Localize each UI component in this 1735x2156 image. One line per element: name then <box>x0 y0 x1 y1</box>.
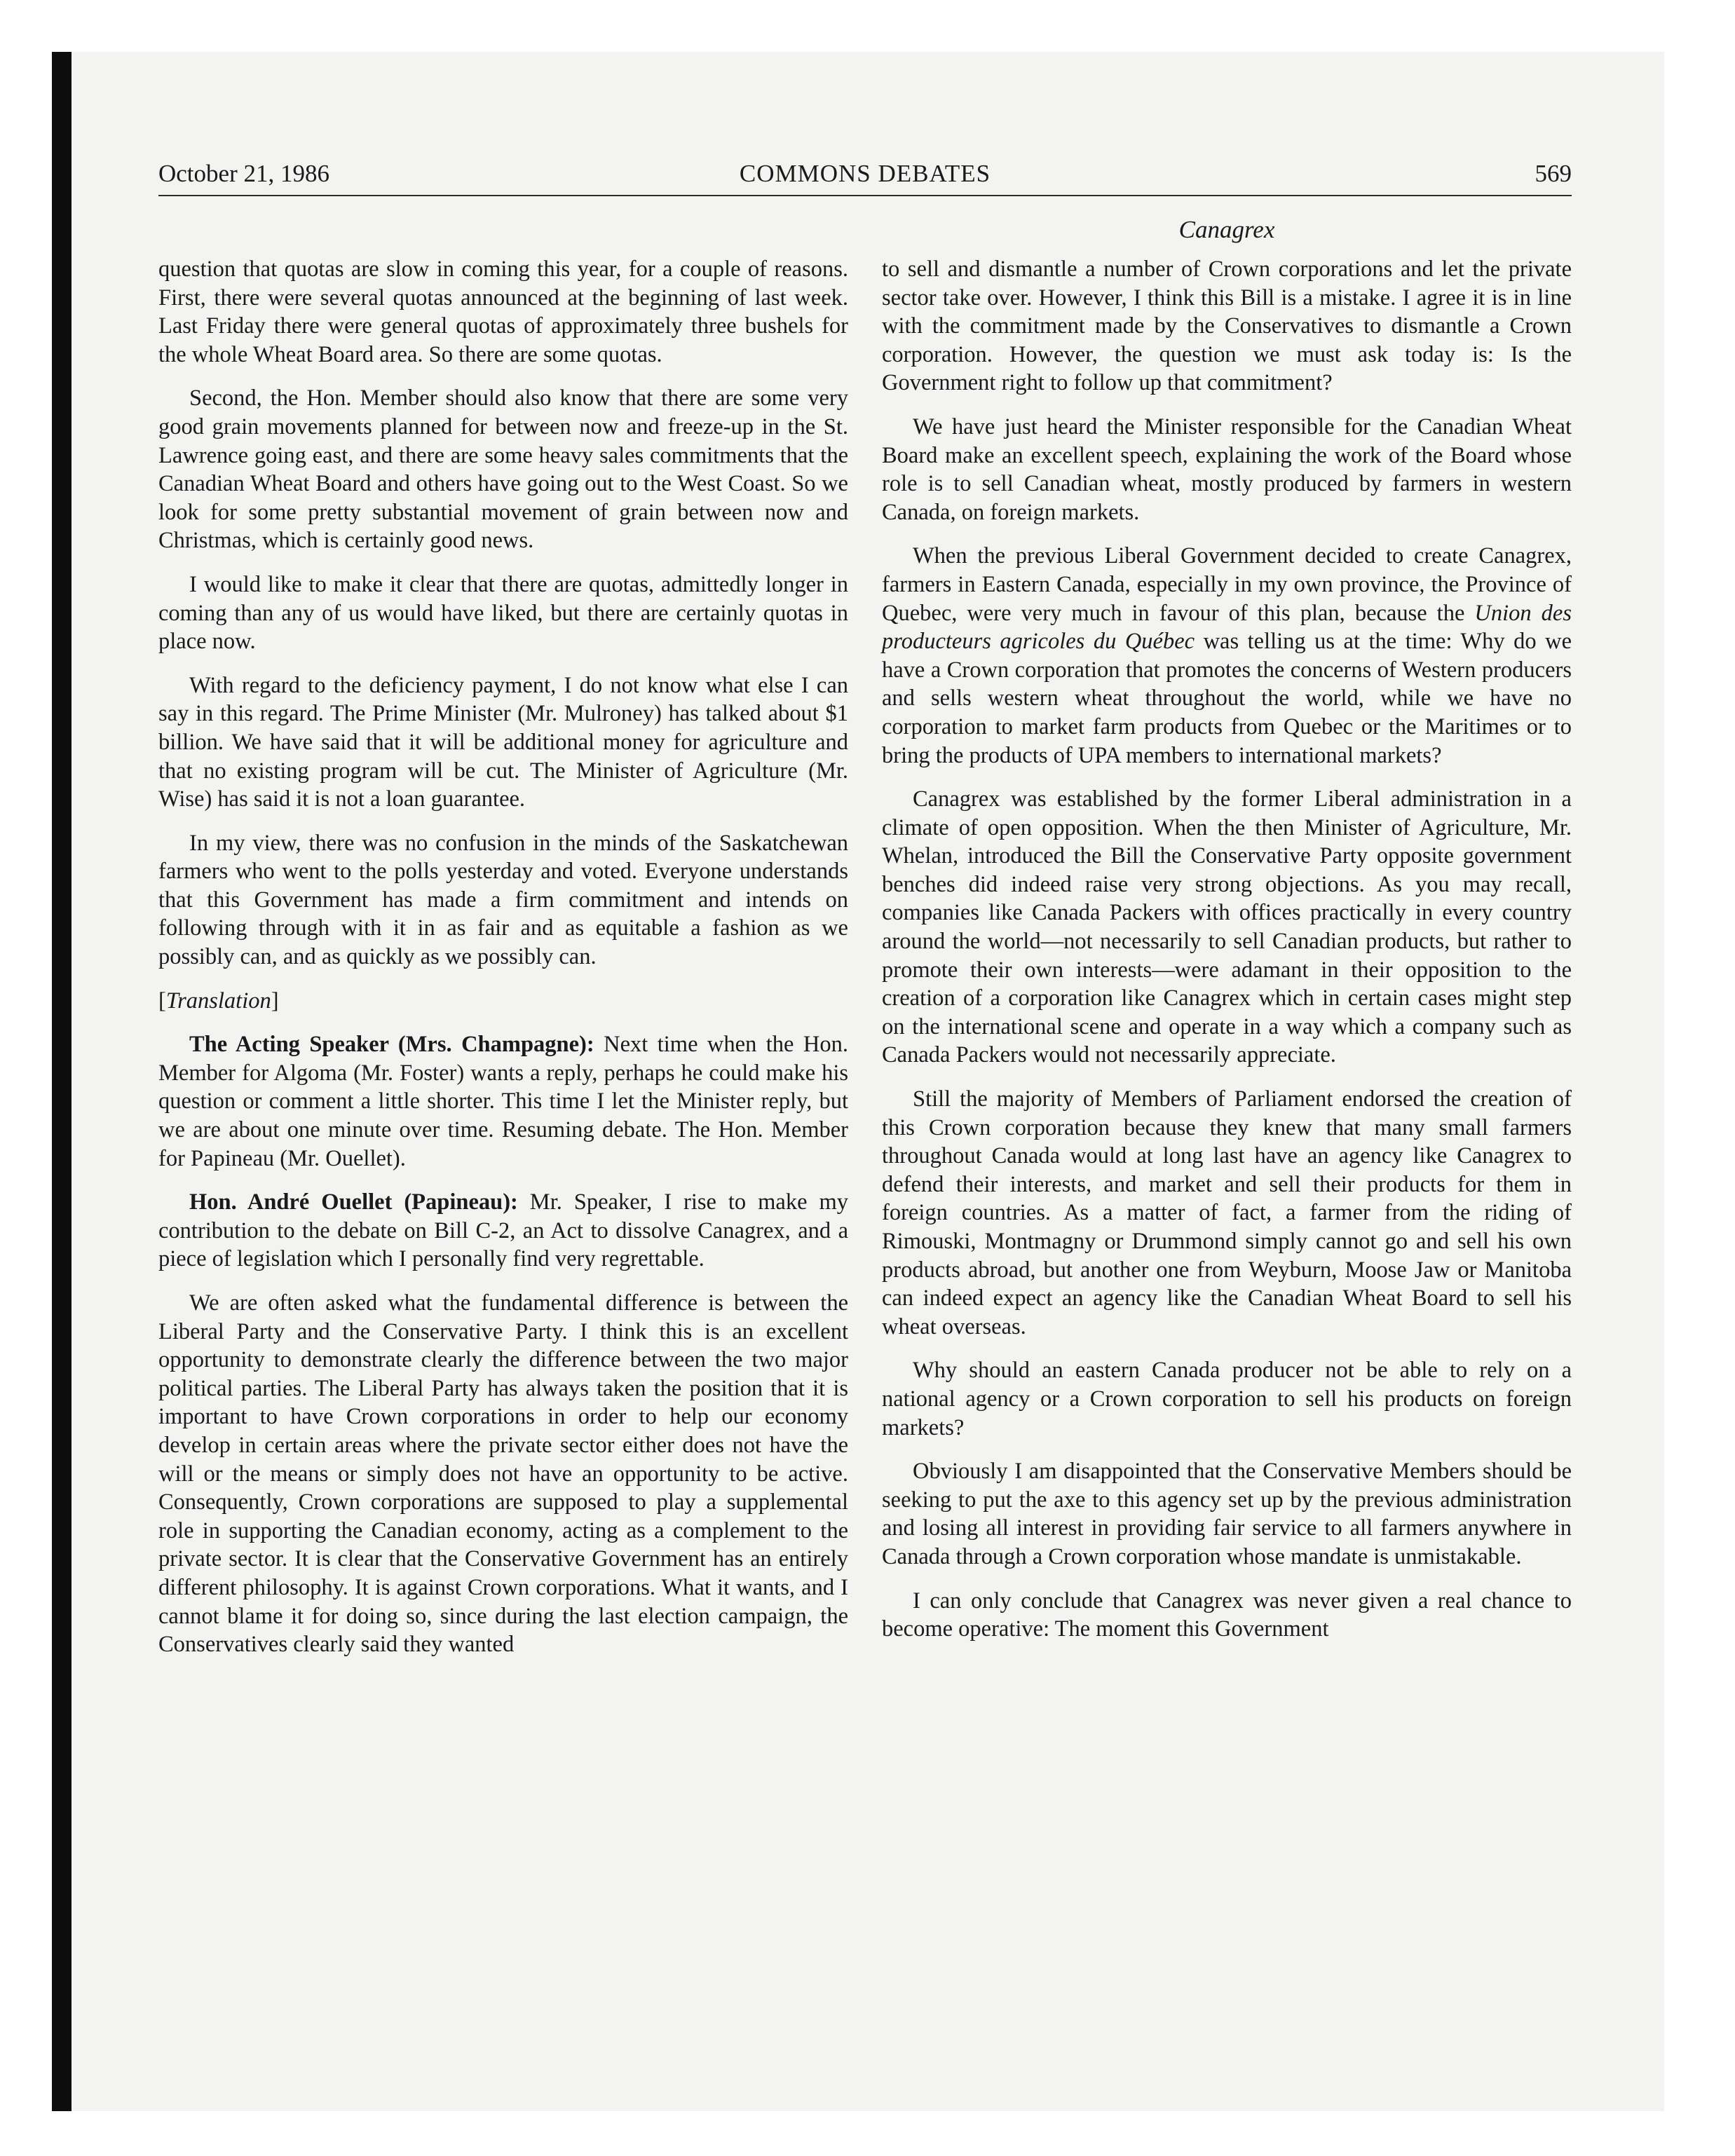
page-number: 569 <box>1535 160 1572 187</box>
speech-paragraph: Hon. André Ouellet (Papineau): Mr. Speaker, I rise to make my contribution to the debate on Bill C-2, an Act to dissolve Canagrex, and a piece of legislation which I personally find very regrettable. <box>158 1189 848 1272</box>
speaker-name: The Acting Speaker (Mrs. Champagne): <box>189 1032 594 1058</box>
translation-note: [Translation] <box>158 988 279 1014</box>
paragraph: Why should an eastern Canada producer not be able to rely on a national agency or a Crown corporation to sell his products on foreign markets? <box>882 1358 1572 1440</box>
paragraph: Still the majority of Members of Parliament endorsed the creation of this Crown corporation because they knew that many small farmers throughout Canada would at long last have an agency like Canagrex to defend their interests, and market and sell their products for them in foreign countries. As a matter of fact, a farmer from the riding of Rimouski, Montmagny or Drummond simply cannot go and sell his own products abroad, but another one from Weyburn, Moose Jaw or Manitoba can indeed expect an agency like the Canadian Wheat Board to sell his wheat overseas. <box>882 1086 1572 1339</box>
paragraph: to sell and dismantle a number of Crown corporations and let the private sector take over. However, I think this Bill is a mistake. I agree it is in line with the commitment made by the Conservatives to dismantle a Crown corporation. However, the question we must ask today is: Is the Government right to follow up that commitment? <box>882 257 1572 396</box>
scan-edge <box>52 52 72 2111</box>
speech-paragraph: The Acting Speaker (Mrs. Champagne): Next time when the Hon. Member for Algoma (Mr. Foster) wants a reply, perhaps he could make his question or comment a little shorter. This time I let the Minister reply, but we are about one minute over time. Resuming debate. The Hon. Member for Papineau (Mr. Ouellet). <box>158 1032 849 1171</box>
paragraph: Second, the Hon. Member should also know that there are some very good grain movements planned for between now and freeze-up in the St. Lawrence going east, and there are some heavy sales commitments that the Canadian Wheat Board and others have going out to the West Coast. So we look for some pretty substantial movement of grain between now and Christmas, which is certainly good news. <box>158 386 848 554</box>
speaker-name: Hon. André Ouellet (Papineau): <box>189 1189 518 1215</box>
paragraph: When the previous Liberal Government decided to create Canagrex, farmers in Eastern Canada, especially in my own province, the Province of Quebec, were very much in favour of this plan, because the Union des producteurs agricoles du Québec was telling us at the time: Why do we have a Crown corporation that promotes the concerns of Western producers and sells western wheat throughout the world, while we have no corporation to market farm products from Quebec or the Maritimes or to bring the products of UPA members to international markets? <box>882 543 1572 768</box>
right-column <box>882 255 1572 1659</box>
paragraph: Canagrex was established by the former Liberal administration in a climate of open opposition. When the then Minister of Agriculture, Mr. Whelan, introduced the Bill the Conservative Party opposite government benches did indeed raise very strong objections. As you may recall, companies like Canada Packers with offices practically in every country around the world—not necessarily to sell Canadian products, but rather to promote their own interests—were adamant in their opposition to the creation of a corporation like Canagrex which in certain cases might step on the international scene and operate in a way which a company such as Canada Packers would not necessarily appreciate. <box>882 786 1572 1068</box>
paragraph: question that quotas are slow in coming this year, for a couple of reasons. First, there were several quotas announced at the beginning of last week. Last Friday there were general quotas of approximately three bushels for the whole Wheat Board area. So there are some quotas. <box>158 257 848 367</box>
paragraph: We are often asked what the fundamental difference is between the Liberal Party and the Conservative Party. I think this is an excellent opportunity to demonstrate clearly the difference between the two major political parties. The Liberal Party has always taken the position that it is important to have Crown corporations in order to help our economy develop in certain areas where the private sector either does not have the will or the means or simply does not have an opportunity to be active. Consequently, Crown corporations are supposed to play a supplemental role in supporting the Canadian economy, acting as a complement to the private sector. It is clear that the Conservative Government has an entirely different philosophy. It is against Crown corporations. What it wants, and I cannot blame it for doing so, since during the last election campaign, the Conservatives clearly said they wanted <box>158 1290 848 1658</box>
translation-label: Translation <box>165 988 271 1014</box>
subject-heading: Canagrex <box>1178 216 1275 243</box>
organization-name: Union des producteurs agricoles du Québec <box>882 600 1572 655</box>
paragraph: Obviously I am disappointed that the Conservative Members should be seeking to put the axe to this agency set up by the previous administration and losing all interest in providing fair service to all farmers anywhere in Canada through a Crown corporation whose mandate is unmistakable. <box>882 1459 1572 1569</box>
paragraph: I can only conclude that Canagrex was never given a real chance to become operative: The moment this Government <box>882 1588 1572 1642</box>
left-column <box>158 255 848 1674</box>
running-header <box>158 160 1572 196</box>
paragraph: We have just heard the Minister responsible for the Canadian Wheat Board make an excellent speech, explaining the work of the Board whose role is to sell Canadian wheat, mostly produced by farmers in western Canada, on foreign markets. <box>882 414 1572 525</box>
header-rule <box>158 195 1572 196</box>
paragraph: I would like to make it clear that there are quotas, admittedly longer in coming than any of us would have liked, but there are certainly quotas in place now. <box>158 571 848 655</box>
paragraph: In my view, there was no confusion in the minds of the Saskatchewan farmers who went to the polls yesterday and voted. Everyone understands that this Government has made a firm commitment and intends on following through with it in as fair and as equitable a fashion as we possibly can, and as quickly as we possibly can. <box>158 830 848 970</box>
header-publication: COMMONS DEBATES <box>739 160 991 187</box>
header-date: October 21, 1986 <box>158 160 329 187</box>
paragraph: With regard to the deficiency payment, I do not know what else I can say in this regard. The Prime Minister (Mr. Mulroney) has talked about $1 billion. We have said that it will be additional money for agriculture and that no existing program will be cut. The Minister of Agriculture (Mr. Wise) has said it is not a loan guarantee. <box>158 672 848 812</box>
